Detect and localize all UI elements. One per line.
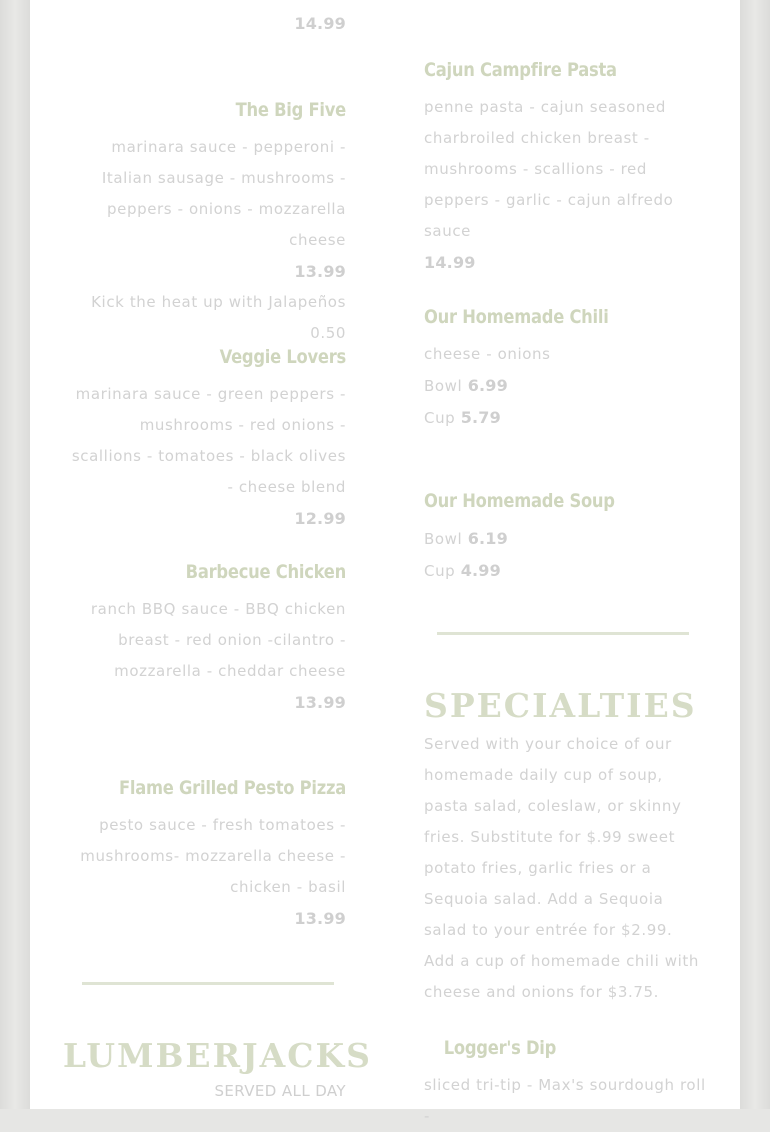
item-title: Barbecue Chicken — [185, 561, 346, 583]
size-price: 4.99 — [460, 561, 501, 580]
section-divider-right — [437, 632, 689, 635]
item-title: Our Homemade Soup — [424, 490, 615, 512]
item-price: 13.99 — [294, 262, 346, 281]
bowl-size-line — [424, 370, 706, 402]
item-title: The Big Five — [235, 99, 346, 121]
specialties-description — [424, 729, 706, 1008]
item-title: Flame Grilled Pesto Pizza — [118, 777, 346, 799]
item-note: Kick the heat up with Jalapeños 0.50 — [91, 293, 346, 342]
cup-size-line — [424, 402, 706, 434]
size-label: Cup — [424, 409, 456, 427]
menu-item-homemade-soup — [424, 489, 706, 587]
item-price: 13.99 — [294, 909, 346, 928]
item-description: penne pasta - cajun seasoned charbroiled chicken breast - mushrooms - scallions - red peppers - garlic - cajun alfredo sauce — [424, 98, 674, 240]
section-heading-lumberjacks: LUMBERJACKS — [62, 1036, 372, 1075]
section-subheading: SERVED ALL DAY — [214, 1082, 346, 1100]
size-label: Bowl — [424, 530, 463, 548]
size-price: 6.99 — [467, 376, 508, 395]
page-shadow-left — [0, 0, 30, 1109]
item-description: ranch BBQ sauce - BBQ chicken breast - red onion -cilantro - mozzarella - cheddar cheese — [90, 600, 346, 680]
menu-item-veggie-lovers — [70, 345, 346, 534]
item-price: 14.99 — [294, 14, 346, 33]
partial-menu-item — [70, 8, 346, 39]
cup-size-line — [424, 555, 706, 587]
menu-page — [30, 0, 740, 1125]
page-shadow-right — [740, 0, 770, 1109]
menu-item-big-five — [70, 98, 346, 349]
item-title: Our Homemade Chili — [424, 306, 609, 328]
size-price: 5.79 — [460, 408, 501, 427]
menu-item-cajun-pasta — [424, 58, 706, 278]
section-heading-specialties: SPECIALTIES — [424, 686, 697, 725]
item-title: Cajun Campfire Pasta — [424, 59, 617, 81]
size-label: Cup — [424, 562, 456, 580]
item-title: Veggie Lovers — [219, 346, 346, 368]
menu-item-loggers-dip — [424, 1036, 706, 1132]
menu-item-pesto-pizza — [70, 776, 346, 934]
item-description: pesto sauce - fresh tomatoes - mushrooms- mozzarella cheese - chicken - basil — [80, 816, 346, 896]
item-title: Logger's Dip — [443, 1037, 557, 1059]
menu-item-homemade-chili — [424, 305, 706, 434]
size-label: Bowl — [424, 377, 463, 395]
item-description: sliced tri-tip - Max's sourdough roll - — [424, 1076, 706, 1125]
size-price: 6.19 — [467, 529, 508, 548]
section-divider-left — [82, 982, 334, 985]
bowl-size-line — [424, 523, 706, 555]
item-description: marinara sauce - pepperoni - Italian sausage - mushrooms - peppers - onions - mozzarella cheese — [101, 138, 346, 249]
item-price: 14.99 — [424, 253, 476, 272]
item-description: cheese - onions — [424, 345, 551, 363]
specialties-text: Served with your choice of our homemade daily cup of soup, pasta salad, coleslaw, or skinny fries. Substitute for $.99 sweet potato fries, garlic fries or a Sequoia salad. Add a Sequoia salad to your entrée for $2.99. Add a cup of homemade chili with cheese and onions for $3.75. — [424, 735, 699, 1001]
item-price: 12.99 — [294, 509, 346, 528]
item-price: 13.99 — [294, 693, 346, 712]
menu-item-barbecue-chicken — [70, 560, 346, 718]
item-description: marinara sauce - green peppers - mushrooms - red onions - scallions - tomatoes - black olives - cheese blend — [71, 385, 346, 496]
